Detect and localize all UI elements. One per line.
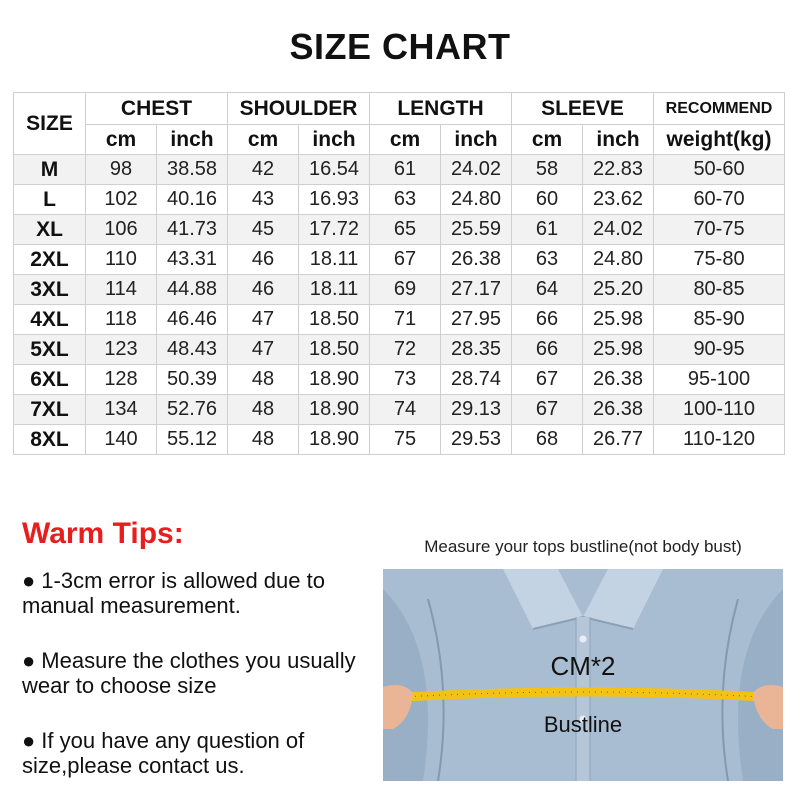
unit-cell: weight(kg) (654, 125, 785, 155)
table-cell: 55.12 (157, 425, 228, 455)
table-cell: 46 (228, 245, 299, 275)
bustline-label: Bustline (543, 712, 623, 737)
table-cell: 69 (370, 275, 441, 305)
table-cell: 26.38 (583, 365, 654, 395)
table-cell: 18.90 (299, 395, 370, 425)
table-row (14, 185, 785, 215)
table-cell: 24.80 (583, 245, 654, 275)
table-cell: 50.39 (157, 365, 228, 395)
table-cell: 50-60 (654, 155, 785, 185)
cm-label: CM*2 (550, 651, 616, 681)
table-cell: 102 (86, 185, 157, 215)
table-cell: 47 (228, 335, 299, 365)
table-cell: 22.83 (583, 155, 654, 185)
table-cell: 110-120 (654, 425, 785, 455)
unit-cell: inch (299, 125, 370, 155)
table-cell: 65 (370, 215, 441, 245)
tip-text: 1-3cm error is allowed due to manual measurement. (22, 568, 325, 618)
size-label-cell: XL (14, 215, 86, 245)
table-cell: 26.77 (583, 425, 654, 455)
table-cell: 24.80 (441, 185, 512, 215)
table-cell: 75-80 (654, 245, 785, 275)
tip-text: If you have any question of size,please contact us. (22, 728, 305, 778)
table-cell: 90-95 (654, 335, 785, 365)
table-cell: 27.17 (441, 275, 512, 305)
table-cell: 61 (512, 215, 583, 245)
table-cell: 128 (86, 365, 157, 395)
table-cell: 25.20 (583, 275, 654, 305)
table-cell: 73 (370, 365, 441, 395)
bullet-icon: ● (22, 728, 36, 753)
size-label-cell: 6XL (14, 365, 86, 395)
table-cell: 67 (370, 245, 441, 275)
table-cell: 100-110 (654, 395, 785, 425)
header-size: SIZE (14, 93, 86, 155)
table-cell: 42 (228, 155, 299, 185)
tip-item (22, 568, 377, 618)
table-cell: 26.38 (441, 245, 512, 275)
table-cell: 28.74 (441, 365, 512, 395)
table-cell: 72 (370, 335, 441, 365)
table-units-row (14, 125, 785, 155)
table-cell: 63 (370, 185, 441, 215)
table-cell: 43.31 (157, 245, 228, 275)
table-cell: 48 (228, 425, 299, 455)
table-cell: 64 (512, 275, 583, 305)
table-row (14, 275, 785, 305)
table-cell: 23.62 (583, 185, 654, 215)
table-cell: 18.50 (299, 305, 370, 335)
table-cell: 134 (86, 395, 157, 425)
table-cell: 41.73 (157, 215, 228, 245)
size-label-cell: 5XL (14, 335, 86, 365)
unit-cell: cm (228, 125, 299, 155)
table-row (14, 215, 785, 245)
unit-cell: cm (512, 125, 583, 155)
table-row (14, 425, 785, 455)
table-cell: 40.16 (157, 185, 228, 215)
page-title: SIZE CHART (289, 26, 511, 67)
table-cell: 98 (86, 155, 157, 185)
size-label-cell: 3XL (14, 275, 86, 305)
size-label-cell: L (14, 185, 86, 215)
warm-tips-title: Warm Tips: (22, 517, 184, 550)
size-label-cell: 8XL (14, 425, 86, 455)
table-cell: 61 (370, 155, 441, 185)
table-cell: 18.11 (299, 275, 370, 305)
table-cell: 75 (370, 425, 441, 455)
table-row (14, 155, 785, 185)
table-cell: 16.54 (299, 155, 370, 185)
table-cell: 18.90 (299, 425, 370, 455)
table-cell: 48 (228, 395, 299, 425)
table-cell: 45 (228, 215, 299, 245)
table-cell: 18.90 (299, 365, 370, 395)
table-cell: 26.38 (583, 395, 654, 425)
bullet-icon: ● (22, 568, 36, 593)
shirt-measure-photo (383, 569, 783, 781)
table-cell: 114 (86, 275, 157, 305)
header-chest: CHEST (86, 93, 228, 125)
bullet-icon: ● (22, 648, 36, 673)
table-cell: 68 (512, 425, 583, 455)
table-cell: 24.02 (583, 215, 654, 245)
table-cell: 95-100 (654, 365, 785, 395)
unit-cell: inch (583, 125, 654, 155)
unit-cell: inch (441, 125, 512, 155)
table-cell: 63 (512, 245, 583, 275)
table-cell: 58 (512, 155, 583, 185)
unit-cell: inch (157, 125, 228, 155)
header-length: LENGTH (370, 93, 512, 125)
table-cell: 85-90 (654, 305, 785, 335)
table-cell: 24.02 (441, 155, 512, 185)
table-cell: 106 (86, 215, 157, 245)
table-cell: 25.59 (441, 215, 512, 245)
size-chart-table (13, 92, 785, 455)
tip-item (22, 648, 377, 698)
table-row (14, 395, 785, 425)
measure-caption: Measure your tops bustline(not body bust) (424, 537, 742, 556)
table-cell: 52.76 (157, 395, 228, 425)
tip-item (22, 728, 377, 778)
table-cell: 110 (86, 245, 157, 275)
table-cell: 18.11 (299, 245, 370, 275)
table-header-row (14, 93, 785, 125)
table-cell: 48.43 (157, 335, 228, 365)
unit-cell: cm (86, 125, 157, 155)
table-cell: 123 (86, 335, 157, 365)
table-cell: 43 (228, 185, 299, 215)
table-cell: 17.72 (299, 215, 370, 245)
table-cell: 48 (228, 365, 299, 395)
table-cell: 47 (228, 305, 299, 335)
table-cell: 66 (512, 335, 583, 365)
tip-text: Measure the clothes you usually wear to choose size (22, 648, 356, 698)
table-cell: 25.98 (583, 335, 654, 365)
size-label-cell: M (14, 155, 86, 185)
size-label-cell: 4XL (14, 305, 86, 335)
unit-cell: cm (370, 125, 441, 155)
table-cell: 118 (86, 305, 157, 335)
table-cell: 60-70 (654, 185, 785, 215)
table-cell: 16.93 (299, 185, 370, 215)
table-cell: 27.95 (441, 305, 512, 335)
table-cell: 44.88 (157, 275, 228, 305)
header-recommend: RECOMMEND (654, 93, 785, 125)
table-cell: 38.58 (157, 155, 228, 185)
table-cell: 67 (512, 395, 583, 425)
table-cell: 67 (512, 365, 583, 395)
table-cell: 74 (370, 395, 441, 425)
table-cell: 46 (228, 275, 299, 305)
table-row (14, 335, 785, 365)
table-cell: 25.98 (583, 305, 654, 335)
table-cell: 70-75 (654, 215, 785, 245)
header-shoulder: SHOULDER (228, 93, 370, 125)
table-cell: 46.46 (157, 305, 228, 335)
table-row (14, 365, 785, 395)
table-cell: 71 (370, 305, 441, 335)
table-cell: 80-85 (654, 275, 785, 305)
table-cell: 28.35 (441, 335, 512, 365)
table-cell: 66 (512, 305, 583, 335)
table-cell: 60 (512, 185, 583, 215)
table-row (14, 245, 785, 275)
header-sleeve: SLEEVE (512, 93, 654, 125)
table-cell: 18.50 (299, 335, 370, 365)
size-label-cell: 2XL (14, 245, 86, 275)
table-row (14, 305, 785, 335)
table-cell: 29.53 (441, 425, 512, 455)
table-cell: 29.13 (441, 395, 512, 425)
size-label-cell: 7XL (14, 395, 86, 425)
table-cell: 140 (86, 425, 157, 455)
